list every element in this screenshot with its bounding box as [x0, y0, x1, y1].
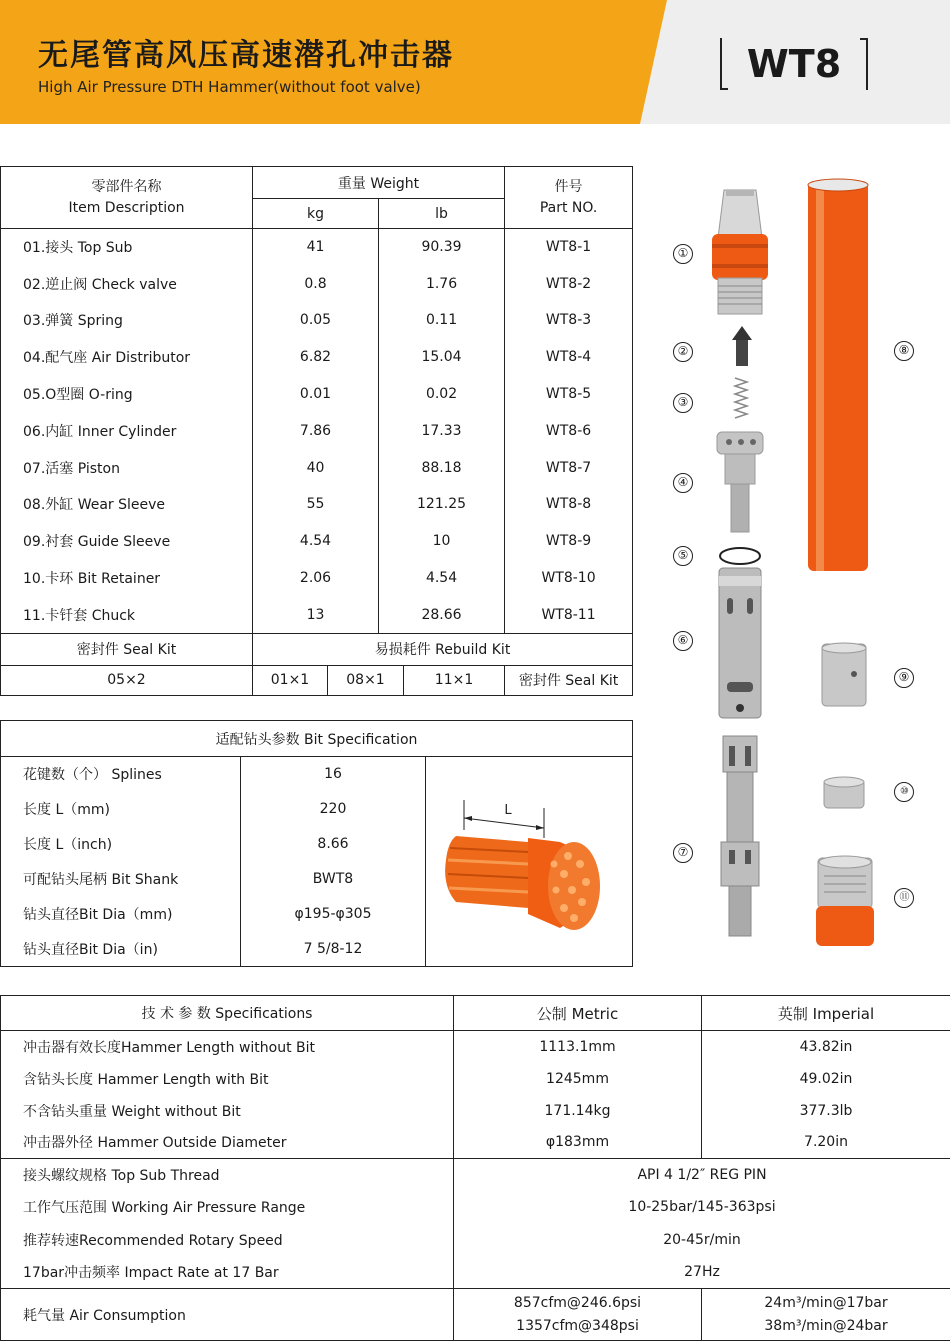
- part-weight-lb: 28.66: [379, 596, 505, 633]
- part-number: WT8-7: [505, 449, 633, 486]
- item-description-header: [1, 167, 253, 229]
- guide-sleeve-part: [814, 638, 874, 712]
- part-description: 01.接头 Top Sub: [1, 229, 253, 266]
- callout-11: ⑪: [894, 888, 914, 908]
- part-weight-kg: 7.86: [253, 412, 379, 449]
- callout-10: ⑩: [894, 782, 914, 802]
- piston-part: [705, 732, 775, 942]
- spec-label: 冲击器外径 Hammer Outside Diameter: [1, 1127, 454, 1159]
- drill-bit-illustration: [432, 790, 632, 950]
- part-number: WT8-10: [505, 560, 633, 597]
- page-title-cn: 无尾管高风压高速潜孔冲击器: [38, 38, 454, 73]
- parts-table: [0, 166, 633, 696]
- parts-row: [1, 412, 633, 449]
- spec-header-metric: 公制 Metric: [454, 996, 702, 1031]
- part-number: WT8-6: [505, 412, 633, 449]
- part-weight-kg: 40: [253, 449, 379, 486]
- bit-spec-row: [1, 757, 633, 792]
- part-weight-lb: 88.18: [379, 449, 505, 486]
- air-distributor-part: [705, 428, 775, 538]
- part-weight-kg: 0.8: [253, 265, 379, 302]
- spec-imperial: 377.3lb: [702, 1095, 950, 1127]
- bit-spec-label: 钻头直径Bit Dia（mm): [1, 897, 241, 932]
- callout-8: ⑧: [894, 341, 914, 361]
- part-weight-kg: 0.01: [253, 376, 379, 413]
- rebuild-kit-value-4: 密封件 Seal Kit: [505, 665, 633, 695]
- part-weight-kg: 2.06: [253, 560, 379, 597]
- bit-spec-label: 花键数（个） Splines: [1, 757, 241, 792]
- spec-value: API 4 1/2″ REG PIN: [454, 1159, 950, 1192]
- parts-row: [1, 486, 633, 523]
- inner-cylinder-part: [705, 562, 775, 722]
- spec-row: [1, 1063, 950, 1095]
- part-weight-kg: 6.82: [253, 339, 379, 376]
- part-number: WT8-2: [505, 265, 633, 302]
- part-number: WT8-3: [505, 302, 633, 339]
- spec-row: [1, 1095, 950, 1127]
- air-metric-1: 857cfm@246.6psi: [513, 1294, 642, 1311]
- spec-value: 10-25bar/145-363psi: [454, 1191, 950, 1224]
- spec-label: 含钻头长度 Hammer Length with Bit: [1, 1063, 454, 1095]
- part-number: WT8-8: [505, 486, 633, 523]
- bit-spec-label: 可配钻头尾柄 Bit Shank: [1, 862, 241, 897]
- parts-row: [1, 560, 633, 597]
- part-weight-kg: 13: [253, 596, 379, 633]
- bit-retainer-part: [814, 772, 874, 816]
- bit-spec-label: 长度 L（mm): [1, 792, 241, 827]
- bit-spec-value: 220: [241, 792, 426, 827]
- callout-1: ①: [673, 244, 693, 264]
- air-imperial-2: 38m³/min@24bar: [764, 1317, 888, 1334]
- callout-2: ②: [673, 342, 693, 362]
- bit-spec-value: 16: [241, 757, 426, 792]
- part-description: 02.逆止阀 Check valve: [1, 265, 253, 302]
- chuck-part: [810, 852, 880, 952]
- part-description: 04.配气座 Air Distributor: [1, 339, 253, 376]
- seal-kit-header: 密封件 Seal Kit: [1, 633, 253, 665]
- spec-value: 27Hz: [454, 1256, 950, 1289]
- page-title-en: High Air Pressure DTH Hammer(without foot valve): [38, 78, 421, 96]
- air-consumption-imperial: [702, 1289, 950, 1341]
- spec-label: 不含钻头重量 Weight without Bit: [1, 1095, 454, 1127]
- part-number: WT8-1: [505, 229, 633, 266]
- bit-spec-value: 8.66: [241, 827, 426, 862]
- part-weight-lb: 10: [379, 523, 505, 560]
- part-header-en: Part NO.: [539, 199, 598, 216]
- rebuild-kit-value-2: 08×1: [328, 665, 404, 695]
- air-metric-2: 1357cfm@348psi: [516, 1317, 639, 1334]
- check-valve-part: [722, 322, 762, 372]
- part-number: WT8-11: [505, 596, 633, 633]
- bit-spec-value: φ195-φ305: [241, 897, 426, 932]
- bit-spec-value: 7 5/8-12: [241, 932, 426, 967]
- spec-row: [1, 1191, 950, 1224]
- part-header-cn: 件号: [554, 178, 583, 195]
- parts-row: [1, 596, 633, 633]
- part-number: WT8-5: [505, 376, 633, 413]
- model-number: WT8: [746, 42, 842, 86]
- spec-row: [1, 1159, 950, 1192]
- spec-metric: φ183mm: [454, 1127, 702, 1159]
- part-description: 08.外缸 Wear Sleeve: [1, 486, 253, 523]
- spec-imperial: 7.20in: [702, 1127, 950, 1159]
- part-number: WT8-9: [505, 523, 633, 560]
- callout-6: ⑥: [673, 631, 693, 651]
- spec-label: 推荐转速Recommended Rotary Speed: [1, 1224, 454, 1257]
- bit-body: [445, 836, 600, 930]
- spec-label: 冲击器有效长度Hammer Length without Bit: [1, 1031, 454, 1063]
- part-description: 06.内缸 Inner Cylinder: [1, 412, 253, 449]
- seal-kit-value: 05×2: [1, 665, 253, 695]
- bit-spec-value: BWT8: [241, 862, 426, 897]
- wear-sleeve-part: [798, 175, 878, 575]
- bit-spec-label: 长度 L（inch): [1, 827, 241, 862]
- parts-row: [1, 339, 633, 376]
- spec-metric: 1113.1mm: [454, 1031, 702, 1063]
- part-number: WT8-4: [505, 339, 633, 376]
- air-imperial-1: 24m³/min@17bar: [764, 1294, 888, 1311]
- part-weight-lb: 15.04: [379, 339, 505, 376]
- parts-row: [1, 523, 633, 560]
- rebuild-kit-value-1: 01×1: [253, 665, 328, 695]
- air-consumption-metric: [454, 1289, 702, 1341]
- top-sub-part: [700, 182, 780, 322]
- callout-3: ③: [673, 393, 693, 413]
- dimension-label: L: [504, 803, 512, 818]
- part-weight-lb: 17.33: [379, 412, 505, 449]
- specifications-table: [0, 995, 950, 1341]
- part-weight-kg: 41: [253, 229, 379, 266]
- part-weight-lb: 0.11: [379, 302, 505, 339]
- parts-row: [1, 229, 633, 266]
- lb-header: lb: [379, 199, 505, 229]
- spec-row: [1, 1256, 950, 1289]
- part-weight-lb: 121.25: [379, 486, 505, 523]
- spec-label: 工作气压范围 Working Air Pressure Range: [1, 1191, 454, 1224]
- rebuild-kit-value-3: 11×1: [404, 665, 505, 695]
- part-weight-kg: 55: [253, 486, 379, 523]
- spec-imperial: 43.82in: [702, 1031, 950, 1063]
- parts-row: [1, 302, 633, 339]
- part-description: 03.弹簧 Spring: [1, 302, 253, 339]
- weight-header: 重量 Weight: [253, 167, 505, 199]
- callout-5: ⑤: [673, 546, 693, 566]
- bit-spec-label: 钻头直径Bit Dia（in): [1, 932, 241, 967]
- part-weight-lb: 1.76: [379, 265, 505, 302]
- part-no-header: [505, 167, 633, 229]
- bit-spec-title: 适配钻头参数 Bit Specification: [1, 721, 633, 757]
- spec-header-imperial: 英制 Imperial: [702, 996, 950, 1031]
- spec-value: 20-45r/min: [454, 1224, 950, 1257]
- part-weight-lb: 90.39: [379, 229, 505, 266]
- parts-row: [1, 265, 633, 302]
- model-badge: [720, 38, 868, 90]
- part-description: 09.衬套 Guide Sleeve: [1, 523, 253, 560]
- part-weight-lb: 0.02: [379, 376, 505, 413]
- spec-label: 17bar冲击频率 Impact Rate at 17 Bar: [1, 1256, 454, 1289]
- part-weight-kg: 4.54: [253, 523, 379, 560]
- spec-metric: 1245mm: [454, 1063, 702, 1095]
- spring-part: [731, 376, 751, 420]
- kg-header: kg: [253, 199, 379, 229]
- item-header-en: Item Description: [68, 199, 185, 216]
- callout-4: ④: [673, 473, 693, 493]
- spec-imperial: 49.02in: [702, 1063, 950, 1095]
- parts-row: [1, 449, 633, 486]
- spec-header-label: 技 术 参 数 Specifications: [1, 996, 454, 1031]
- spec-label: 接头螺纹规格 Top Sub Thread: [1, 1159, 454, 1192]
- air-consumption-label: 耗气量 Air Consumption: [1, 1289, 454, 1341]
- spec-row: [1, 1127, 950, 1159]
- spec-row: [1, 1224, 950, 1257]
- rebuild-kit-header: 易损耗件 Rebuild Kit: [253, 633, 633, 665]
- spec-row: [1, 1031, 950, 1063]
- callout-9: ⑨: [894, 668, 914, 688]
- spec-metric: 171.14kg: [454, 1095, 702, 1127]
- part-description: 05.O型圈 O-ring: [1, 376, 253, 413]
- part-weight-lb: 4.54: [379, 560, 505, 597]
- part-weight-kg: 0.05: [253, 302, 379, 339]
- callout-7: ⑦: [673, 843, 693, 863]
- part-description: 10.卡环 Bit Retainer: [1, 560, 253, 597]
- part-description: 11.卡钎套 Chuck: [1, 596, 253, 633]
- item-header-cn: 零部件名称: [91, 178, 162, 195]
- parts-row: [1, 376, 633, 413]
- part-description: 07.活塞 Piston: [1, 449, 253, 486]
